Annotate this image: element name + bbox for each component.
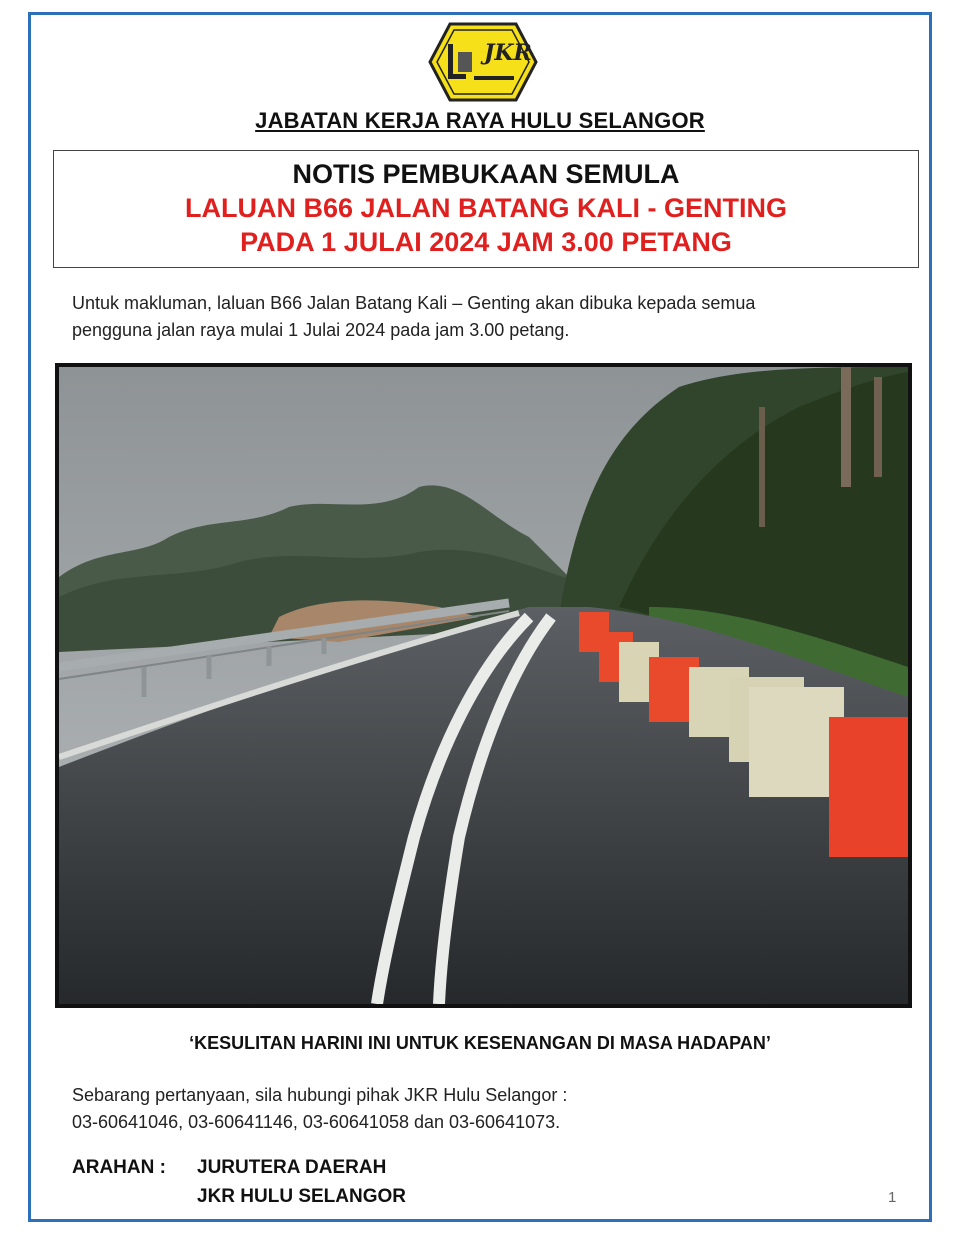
notice-route: LALUAN B66 JALAN BATANG KALI - GENTING xyxy=(185,193,787,223)
motto: ‘KESULITAN HARINI INI UNTUK KESENANGAN DI MASA HADAPAN’ xyxy=(189,1033,771,1053)
signoff-title: JURUTERA DAERAH xyxy=(197,1157,387,1178)
contact-info xyxy=(72,1082,567,1136)
notice-datetime: PADA 1 JULAI 2024 JAM 3.00 PETANG xyxy=(240,227,732,257)
signoff-office: JKR HULU SELANGOR xyxy=(197,1186,407,1207)
road-photo xyxy=(55,363,912,1008)
jkr-logo xyxy=(428,22,538,102)
intro-paragraph xyxy=(72,290,902,344)
signoff-label: ARAHAN : xyxy=(72,1157,166,1178)
agency-name: JABATAN KERJA RAYA HULU SELANGOR xyxy=(255,108,705,133)
intro-line-1: Untuk makluman, laluan B66 Jalan Batang Kali – Genting akan dibuka kepada semua xyxy=(72,293,756,313)
notice-title-box xyxy=(53,150,919,268)
contact-line-1: Sebarang pertanyaan, sila hubungi pihak JKR Hulu Selangor : xyxy=(72,1085,568,1105)
intro-line-2: pengguna jalan raya mulai 1 Julai 2024 pada jam 3.00 petang. xyxy=(72,320,570,340)
contact-phone-numbers: 03-60641046, 03-60641146, 03-60641058 dan 03-60641073. xyxy=(72,1112,561,1132)
page-number: 1 xyxy=(888,1189,897,1206)
svg-text:JKR: JKR xyxy=(484,40,532,66)
notice-title: NOTIS PEMBUKAAN SEMULA xyxy=(292,159,680,189)
